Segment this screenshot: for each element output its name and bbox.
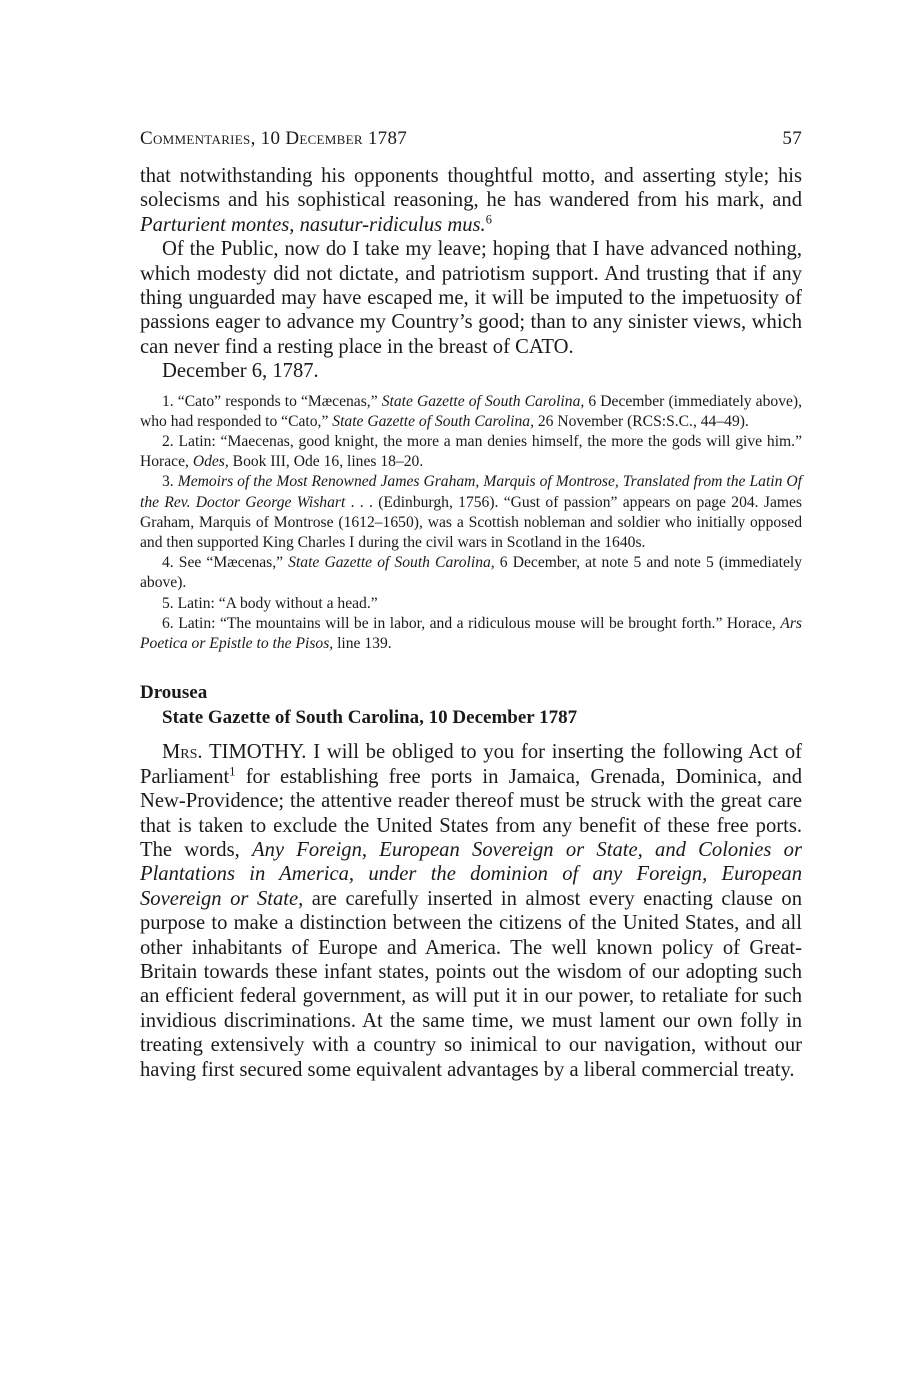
section-title: Drousea <box>140 682 208 704</box>
footnote-italic: State Gazette of South Carolina, <box>381 392 585 410</box>
latin-phrase: Parturient montes, nasutur-ridiculus mus. <box>140 213 486 236</box>
footnote-italic: Memoirs of the Most Renowned James Graham, Marquis of Montrose, Translated from the Latin Of the Rev. Doctor George Wishart <box>140 473 803 511</box>
article-text <box>140 740 802 1082</box>
date-line: December 6, 1787. <box>162 360 319 383</box>
footnote-text: . . . (Edinburgh, 1756). “Gust of passion” appears on page 204. James Graham, Marquis of Montrose (1612–1650), was a Scottish nobleman and soldier who initially opposed and then supported King Charles I during the civil wars in Scotland in the 1640s. <box>140 493 802 552</box>
footnote-ref: 6 <box>485 212 492 227</box>
footnote-3 <box>140 472 802 553</box>
article-text-run: TIMOTHY. I will be obliged to you for inserting the following Act of Parliament <box>140 741 802 788</box>
paragraph-continuation <box>140 164 802 237</box>
footnote-text: 6 December, at note 5 and note 5 (immediately above). <box>140 554 802 592</box>
footnote-4 <box>140 553 802 593</box>
footnote-2 <box>140 432 802 472</box>
document-page <box>140 128 802 1082</box>
body-text <box>140 164 802 384</box>
footnote-text: 4. See “Mæcenas,” <box>162 554 289 572</box>
footnote-5: 5. Latin: “A body without a head.” <box>162 594 378 612</box>
footnote-italic: State Gazette of South Carolina, <box>332 412 534 430</box>
quoted-clause: Any Foreign, European Sovereign or State, and Colonies or Plantations in America, under the dominion of any Foreign, European Sovereign or State, <box>140 838 802 910</box>
section-heading <box>140 680 802 730</box>
footnote-ref: 1 <box>229 764 236 779</box>
footnote-text: 6 December (immediately above), who had responded to “Cato,” <box>140 392 803 430</box>
article-text-run: for establishing free ports in Jamaica, Grenada, Dominica, and New-Providence; the attentive reader thereof must be struck with the great care that is taken to exclude the United States from any benefit of these free ports. The words, <box>140 765 802 861</box>
footnote-text: 6. Latin: “The mountains will be in labor, and a ridiculous mouse will be brought forth.” Horace, <box>162 614 781 632</box>
footnote-text: Book III, Ode 16, lines 18–20. <box>228 453 424 471</box>
footnotes <box>140 392 802 655</box>
footnote-6 <box>140 614 802 654</box>
paragraph-text: that notwithstanding his opponents thoughtful motto, and asserting style; his solecisms and his sophistical reasoning, he has wandered from his mark, and <box>140 165 802 212</box>
footnote-text: line 139. <box>333 635 392 653</box>
footnote-italic: Odes, <box>192 453 229 471</box>
salutation: Mrs. <box>162 741 203 764</box>
page-number: 57 <box>782 128 802 149</box>
running-title: Commentaries, 10 December 1787 <box>140 128 408 149</box>
footnote-italic: State Gazette of South Carolina, <box>288 554 495 572</box>
footnote-1 <box>140 392 802 432</box>
footnote-text: 26 November (RCS:S.C., 44–49). <box>533 412 749 430</box>
section-subtitle: State Gazette of South Carolina, 10 December 1787 <box>162 707 578 729</box>
footnote-italic: Ars Poetica or Epistle to the Pisos, <box>140 614 802 653</box>
footnote-text: 1. “Cato” responds to “Mæcenas,” <box>162 392 382 410</box>
article-paragraph <box>140 740 802 1082</box>
running-head <box>140 128 802 150</box>
footnote-text: 2. Latin: “Maecenas, good knight, the more a man denies himself, the more the gods will give him.” Horace, <box>140 433 802 471</box>
footnote-text: 3. <box>162 473 178 491</box>
article-text-run: are carefully inserted in almost every enacting clause on purpose to make a distinction between the citizens of the United States, and all other inhabitants of Europe and America. The well known policy of Great-Britain towards these infant states, points out the wisdom of our adopting such an efficient federal government, as will put it in our power, to retaliate for such invidious discriminations. At the same time, we must lament our own folly in treating extensively with a country so inimical to our navigation, without our having first secured some equivalent advantages by a liberal commercial treaty. <box>140 887 803 1081</box>
paragraph-farewell: Of the Public, now do I take my leave; hoping that I have advanced nothing, which modesty did not dictate, and patriotism support. And trusting that if any thing unguarded may have escaped me, it will be imputed to the impetuosity of passions eager to advance my Country’s good; than to any sinister views, which can never find a resting place in the breast of CATO. <box>140 238 802 358</box>
